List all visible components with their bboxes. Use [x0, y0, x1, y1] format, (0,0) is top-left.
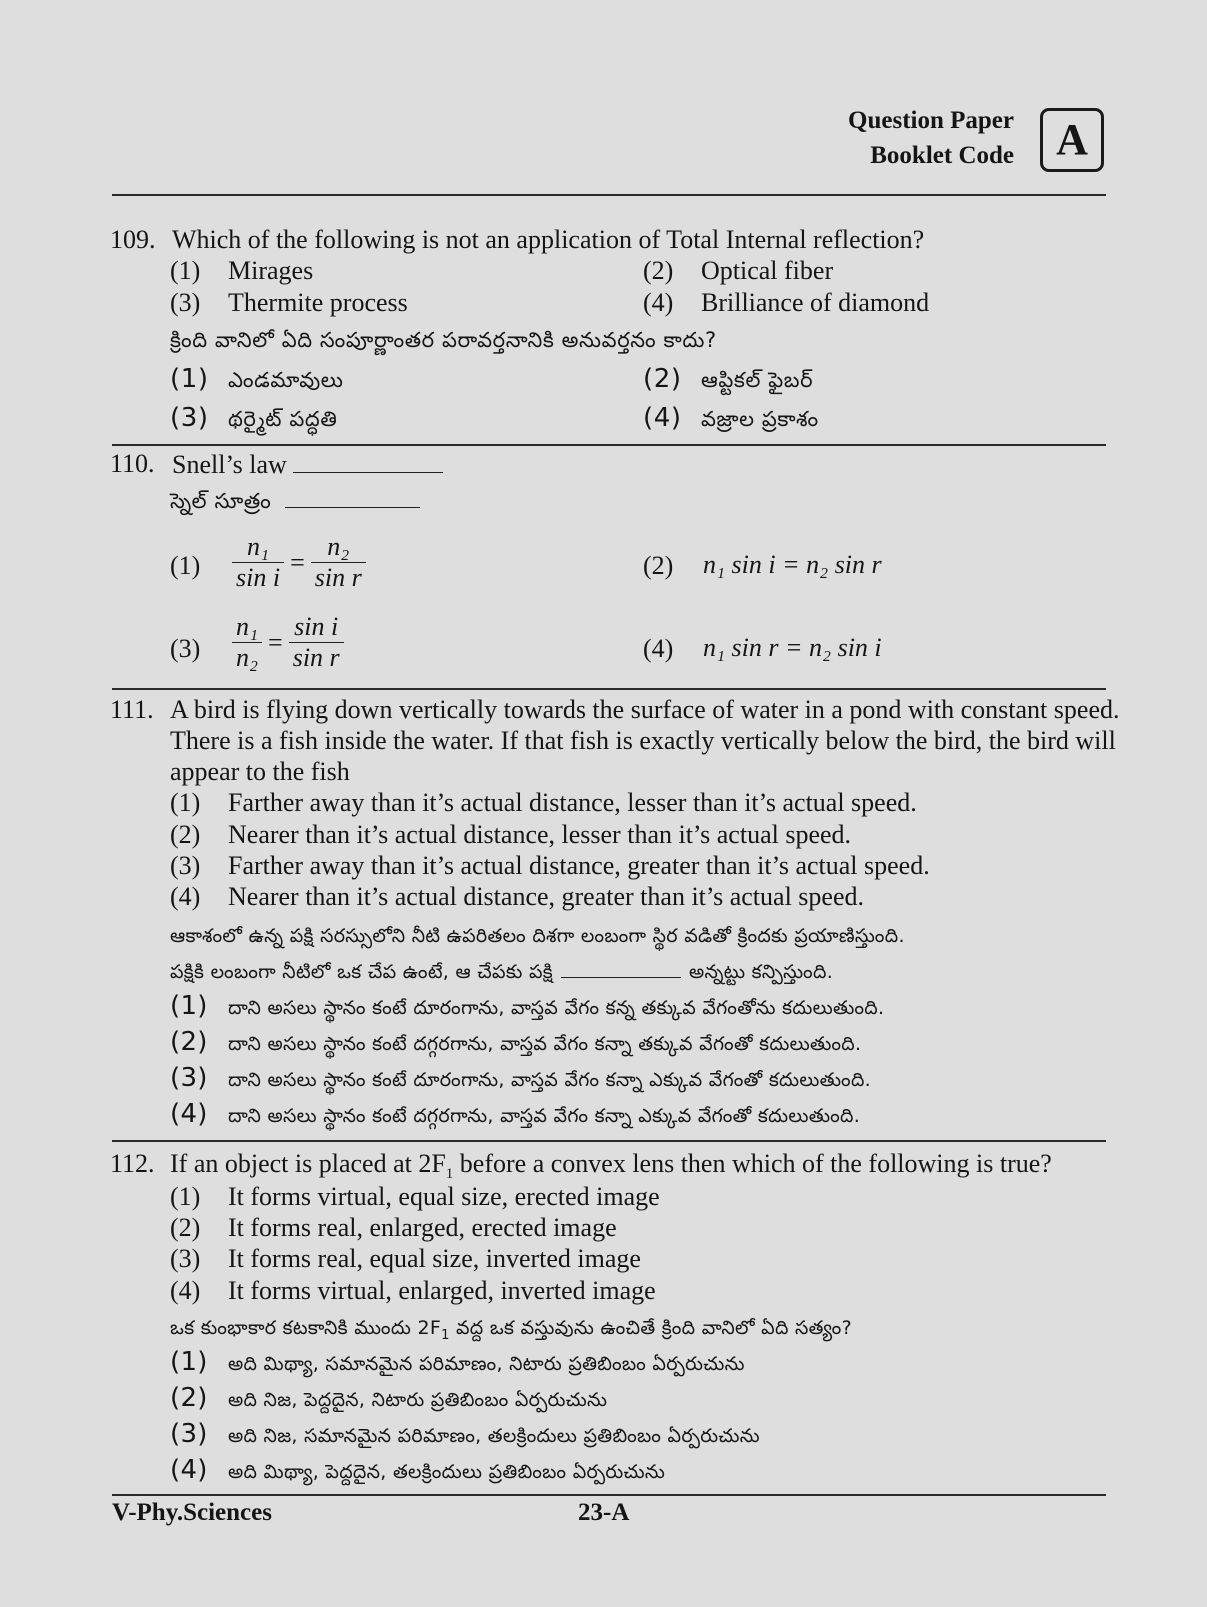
answer-blank: [561, 953, 681, 978]
question-text-te: ఒక కుంభాకార కటకానికి ముందు $2F_1$ వద్ద ఒక వస్తువును ఉంచితే క్రింది వానిలో ఏది సత్యం?: [170, 1317, 852, 1343]
option-te: (3) థర్మైట్ పద్ధతి: [170, 403, 338, 433]
option-te: (4) వజ్రాల ప్రకాశం: [643, 403, 819, 433]
option-te: (4) దాని అసలు స్థానం కంటే దగ్గరగాను, వాస్తవ వేగం కన్నా ఎక్కువ వేగంతో కదులుతుంది.: [170, 1099, 861, 1129]
question-text-te: పక్షికి లంబంగా నీటిలో ఒక చేప ఉంటే, ఆ చేపకు పక్షి అన్నట్టు కన్పిస్తుంది.: [170, 953, 833, 990]
option-en: (4) Nearer than it’s actual distance, greater than it’s actual speed.: [170, 882, 864, 911]
question-text-te: స్నెల్ సూత్రం: [170, 483, 420, 519]
answer-blank: [285, 483, 420, 508]
option-en: (1) Farther away than it’s actual distance, lesser than it’s actual speed.: [170, 788, 917, 817]
option-en: (2) Optical fiber: [643, 256, 834, 285]
option-te: (3) దాని అసలు స్థానం కంటే దూరంగాను, వాస్తవ వేగం కన్నా ఎక్కువ వేగంతో కదులుతుంది.: [170, 1063, 872, 1093]
option-en: (2) Nearer than it’s actual distance, lesser than it’s actual speed.: [170, 820, 852, 849]
option-number: (1): [170, 551, 201, 580]
footer-divider: [112, 1494, 1106, 1496]
option-te: (1) దాని అసలు స్థానం కంటే దూరంగాను, వాస్తవ వేగం కన్న తక్కువ వేగంతోను కదులుతుంది.: [170, 991, 885, 1021]
question-divider: [112, 444, 1106, 446]
option-en: (4) Brilliance of diamond: [643, 288, 930, 317]
header-divider: [112, 194, 1106, 196]
question-number: 109.: [110, 225, 156, 254]
question-text-en: If an object is placed at $2F_1$ before a convex lens then which of the following is true?: [170, 1149, 1052, 1183]
booklet-code-box: A: [1040, 108, 1104, 172]
option-en: (1) Mirages: [170, 256, 314, 285]
option-te: (1) అది మిథ్యా, సమానమైన పరిమాణం, నిటారు ప్రతిబింబం ఏర్పరుచును: [170, 1347, 745, 1377]
formula-option-4: n₁ sin r = n₂ sin i: [703, 633, 882, 662]
question-number: 112.: [110, 1149, 155, 1178]
question-text-te: ఆకాశంలో ఉన్న పక్షి సరస్సులోని నీటి ఉపరితలం దిశగా లంబంగా స్థిర వడితో క్రిందకు ప్రయాణిస్తుంది.: [170, 925, 905, 947]
booklet-label-line2: Booklet Code: [870, 142, 1014, 169]
option-te: (3) అది నిజ, సమానమైన పరిమాణం, తలక్రిందులు ప్రతిబింబం ఏర్పరుచును: [170, 1419, 760, 1449]
booklet-label-line1: Question Paper: [848, 107, 1014, 134]
option-en: (1) It forms virtual, equal size, erected image: [170, 1182, 660, 1211]
option-te: (2) దాని అసలు స్థానం కంటే దగ్గరగాను, వాస్తవ వేగం కన్నా తక్కువ వేగంతో కదులుతుంది.: [170, 1027, 862, 1057]
question-number: 110.: [110, 449, 155, 478]
question-divider: [112, 688, 1106, 690]
option-en: (3) It forms real, equal size, inverted image: [170, 1244, 641, 1273]
formula-option-3: $\frac{\text{n₁}}{\text{n₂}}$ = $\frac{\text{sin i}}{\text{sin r}}$: [228, 612, 348, 673]
formula-option-1: $\frac{\text{n₁}}{\text{sin i}}$ = $\frac{\text{n₂}}{\text{sin r}}$: [228, 532, 370, 593]
option-en: (4) It forms virtual, enlarged, inverted image: [170, 1276, 656, 1305]
question-number: 111.: [110, 695, 154, 724]
option-number: (3): [170, 634, 201, 663]
question-text-en: A bird is flying down vertically towards the surface of water in a pond with constant speed.: [170, 695, 1120, 724]
option-te: (1) ఎండమావులు: [170, 364, 344, 394]
option-te: (2) ఆప్టికల్ ఫైబర్: [643, 364, 814, 394]
question-text-te: క్రింది వానిలో ఏది సంపూర్ణాంతర పరావర్తనానికి అనువర్తనం కాదు?: [170, 328, 717, 352]
page-number: 23-A: [578, 1499, 630, 1526]
question-text-en: There is a fish inside the water. If that fish is exactly vertically below the bird, the bird will: [170, 726, 1116, 755]
option-en: (3) Farther away than it’s actual distance, greater than it’s actual speed.: [170, 851, 930, 880]
question-text-en: appear to the fish: [170, 757, 350, 786]
option-te: (2) అది నిజ, పెద్దదైన, నిటారు ప్రతిబింబం ఏర్పరుచును: [170, 1383, 608, 1413]
question-divider: [112, 1140, 1106, 1142]
subject-code: V-Phy.Sciences: [112, 1499, 272, 1526]
option-en: (3) Thermite process: [170, 288, 408, 317]
option-number: (4): [643, 634, 674, 663]
question-text-en: Snell’s law: [172, 448, 443, 481]
option-en: (2) It forms real, enlarged, erected image: [170, 1213, 617, 1242]
option-number: (2): [643, 551, 674, 580]
formula-option-2: n₁ sin i = n₂ sin r: [703, 550, 882, 579]
question-text-en: Which of the following is not an application of Total Internal reflection?: [172, 225, 925, 254]
answer-blank: [293, 448, 443, 473]
option-te: (4) అది మిథ్యా, పెద్దదైన, తలక్రిందులు ప్రతిబింబం ఏర్పరుచును: [170, 1455, 666, 1485]
